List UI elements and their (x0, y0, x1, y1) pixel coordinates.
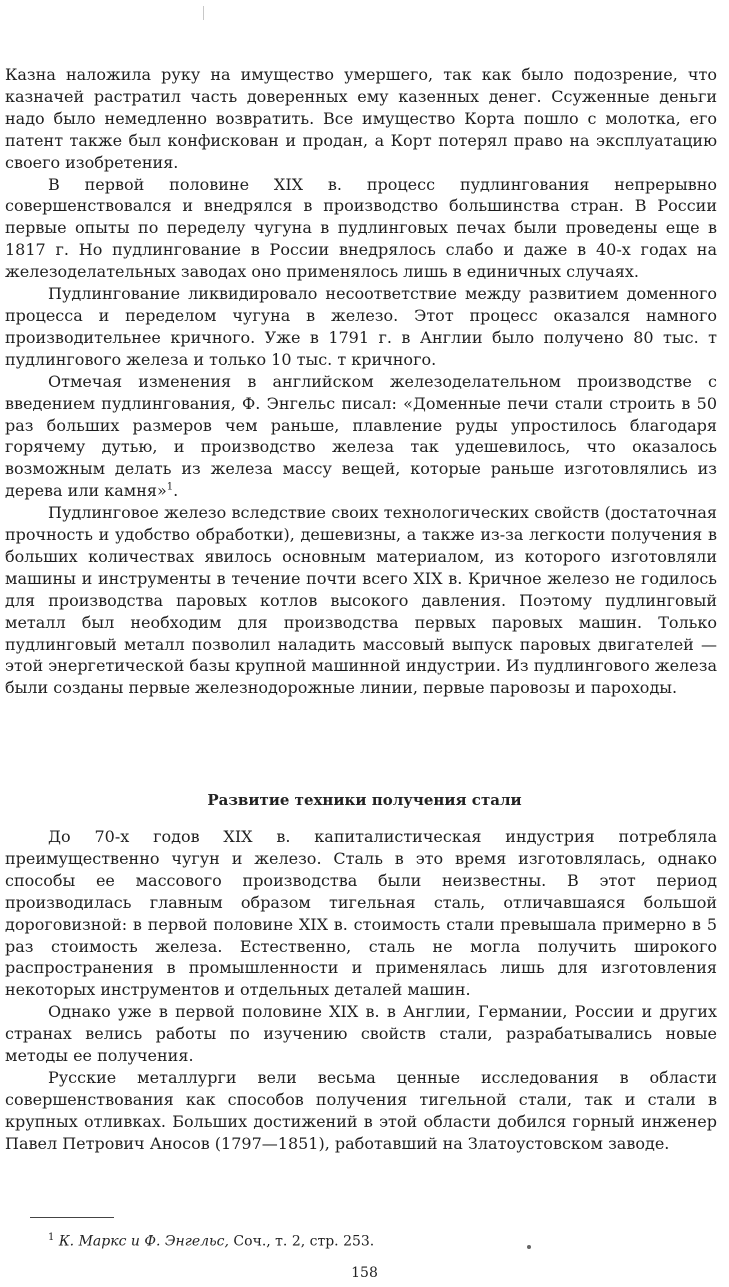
scan-artifact-mark (203, 6, 204, 20)
main-text-bottom (5, 826, 717, 1155)
paragraph-2: В первой половине XIX в. процесс пудлингования непрерывно совершенствовался и внедрялся в производство большинства стран. В России первые опыты по переделу чугуна в пудлинговых печах были проведены еще в 1817 г. Но пудлингование в России внедрялось слабо и даже в 40-х годах на железоделательных заводах оно применялось лишь в единичных случаях. (5, 174, 717, 282)
paragraph-4: Отмечая изменения в английском железоделательном производстве с введением пудлингования, Ф. Энгельс писал: «Доменные печи стали строить в 50 раз больших размеров чем раньше, плавление руды упростилось благодаря горячему дутью, и производство железа так удешевилось, что оказалось возможным делать из железа массу вещей, которые раньше изготовлялись из дерева или камня»$^1$. (5, 371, 717, 501)
footnote-source: Соч., т. 2, стр. 253. (233, 1233, 375, 1250)
paragraph-8: Русские металлурги вели весьма ценные исследования в области совершенствования как способов получения тигельной стали, так и стали в крупных отливках. Больших достижений в этой области добился горный инженер Павел Петрович Аносов (1797—1851), работавший на Златоустовском заводе. (5, 1067, 717, 1153)
paragraph-3: Пудлингование ликвидировало несоответствие между развитием доменного процесса и переделом чугуна в железо. Этот процесс оказался намного производительнее кричного. Уже в 1791 г. в Англии было получено 80 тыс. т пудлингового железа и только 10 тыс. т кричного. (5, 284, 717, 369)
paragraph-7: Однако уже в первой половине XIX в. в Англии, Германии, России и других странах велись работы по изучению свойств стали, разрабатывались новые методы ее получения. (5, 1002, 717, 1066)
footnote-mark: 1 (48, 1232, 55, 1243)
scan-artifact-dot (527, 1245, 531, 1249)
paragraph-4-text: Отмечая изменения в английском железоделательном производстве с введением пудлингования, Ф. Энгельс писал: «Доменные печи стали строить в 50 раз больших размеров чем раньше, плавление руды упростилось благодаря горячему дутью, и производство железа так удешевилось, что оказалось возможным делать из железа массу вещей, которые раньше изготовлялись из дерева или камня» (5, 371, 717, 501)
page-number: 158 (351, 1265, 378, 1281)
paragraph-5: Пудлинговое железо вследствие своих технологических свойств (достаточная прочность и удобство обработки), дешевизны, а также из-за легкости получения в больших количествах явилось основным материалом, из которого изготовляли машины и инструменты в течение почти всего XIX в. Кричное железо не годилось для производства паровых котлов высокого давления. Поэтому пудлинговый металл был необходим для производства первых паровых машин. Только пудлинговый металл позволил наладить массовый выпуск паровых двигателей — этой энергетической базы крупной машинной индустрии. Из пудлингового железа были созданы первые железнодорожные линии, первые паровозы и пароходы. (5, 503, 717, 698)
footnote-authors: К. Маркс и Ф. Энгельс, (58, 1233, 229, 1250)
footnote (48, 1229, 708, 1251)
paragraph-6: До 70-х годов XIX в. капиталистическая индустрия потребляла преимущественно чугун и железо. Сталь в это время изготовлялась, однако способы ее массового производства были неизвестны. В этот период производилась главным образом тигельная сталь, отличавшаяся большой дороговизной: в первой половине XIX в. стоимость стали превышала примерно в 5 раз стоимость железа. Естественно, сталь не могла получить широкого распространения в промышленности и применялась лишь для изготовления некоторых инструментов и отдельных деталей машин. (5, 827, 717, 1000)
section-heading: Развитие техники получения стали (207, 791, 522, 809)
footnote-reference-mark[interactable]: 1 (166, 481, 174, 493)
main-text-top (5, 64, 717, 699)
paragraph-1: Казна наложила руку на имущество умершего, так как было подозрение, что казначей растратил часть доверенных ему казенных денег. Ссуженные деньги надо было немедленно возвратить. Все имущество Корта пошло с молотка, его патент также был конфискован и продан, а Корт потерял право на эксплуатацию своего изобретения. (5, 65, 717, 172)
footnote-divider (30, 1217, 114, 1218)
